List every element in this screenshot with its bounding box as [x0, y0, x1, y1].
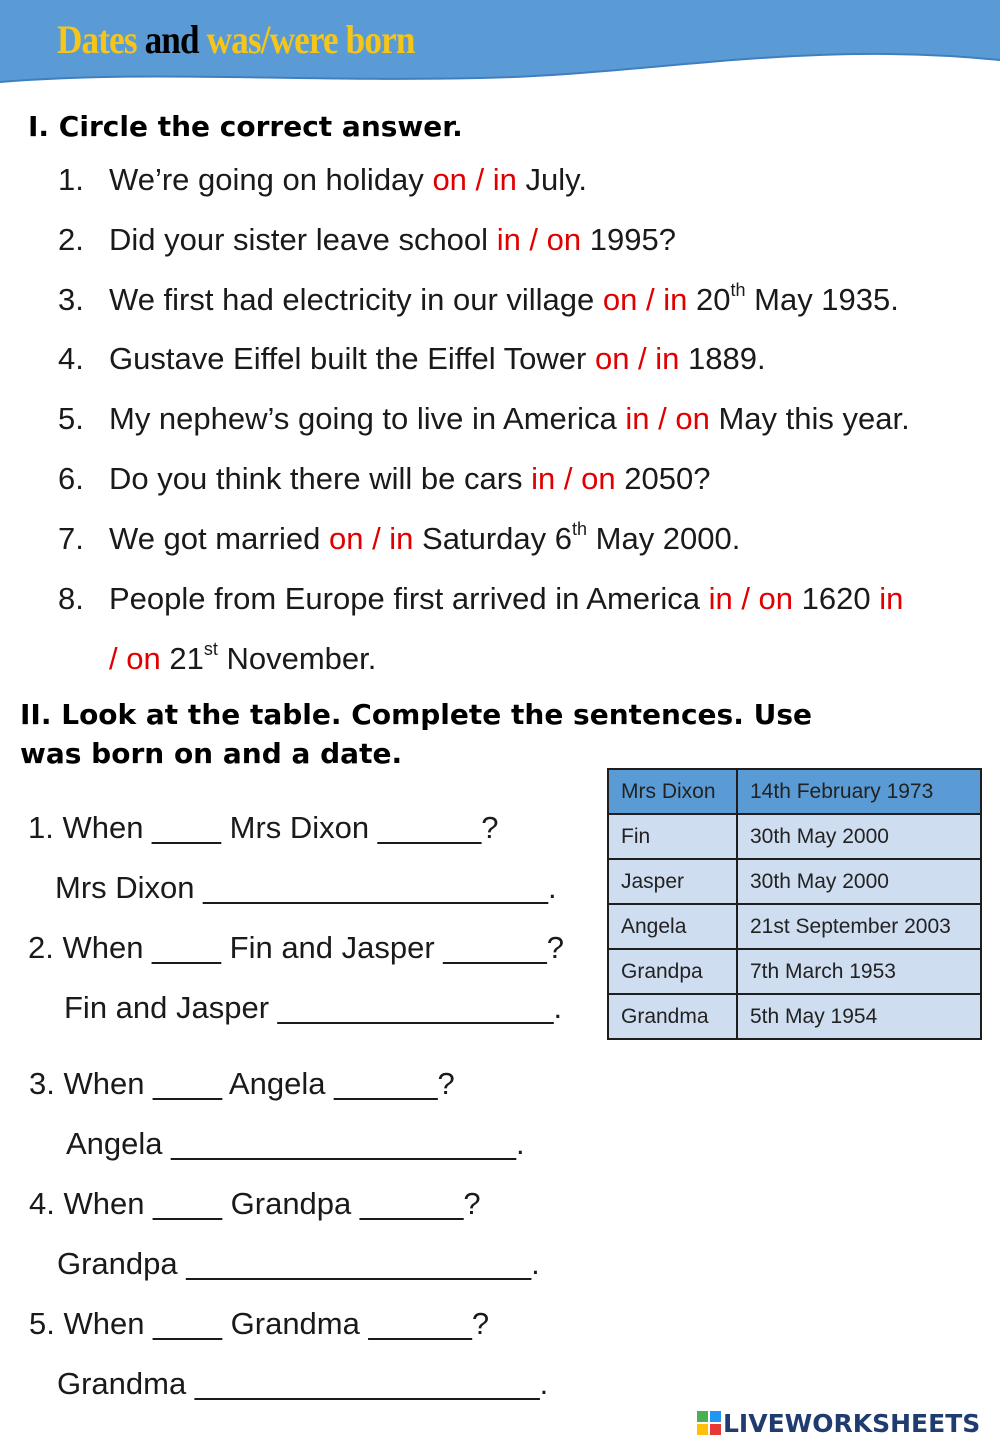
- table-cell-date: 7th March 1953: [737, 949, 981, 994]
- answer-choice[interactable]: in / on: [531, 461, 616, 496]
- table-cell-date: 21st September 2003: [737, 904, 981, 949]
- answer-choice[interactable]: on / in: [602, 282, 688, 317]
- table-cell-name: Mrs Dixon: [608, 769, 737, 814]
- birthdays-table: [607, 768, 982, 1040]
- exercise-answer[interactable]: Angela ____________________.: [66, 1126, 525, 1161]
- exercise-answer[interactable]: Mrs Dixon ____________________.: [55, 870, 557, 905]
- question-6: 6. Do you think there will be cars in / on 2050?: [58, 461, 711, 496]
- table-row: [608, 949, 981, 994]
- answer-choice[interactable]: on / in: [328, 521, 414, 556]
- table-row: [608, 904, 981, 949]
- exercise-answer[interactable]: Grandma ____________________.: [57, 1366, 549, 1401]
- answer-choice[interactable]: on / in: [594, 341, 680, 376]
- answer-choice-part[interactable]: / on: [109, 641, 161, 676]
- answer-choice[interactable]: on / in: [432, 162, 517, 197]
- table-row: [608, 859, 981, 904]
- section2-heading-line1: II. Look at the table. Complete the sentences. Use: [20, 698, 812, 731]
- section1-heading: I. Circle the correct answer.: [28, 110, 463, 143]
- table-cell-date: 14th February 1973: [737, 769, 981, 814]
- answer-choice-part[interactable]: in: [879, 581, 904, 616]
- exercise-question[interactable]: 5. When ____ Grandma ______?: [29, 1306, 490, 1341]
- exercise-question[interactable]: 4. When ____ Grandpa ______?: [29, 1186, 481, 1221]
- table-cell-name: Fin: [608, 814, 737, 859]
- answer-choice[interactable]: in / on: [708, 581, 794, 616]
- table-cell-name: Grandma: [608, 994, 737, 1039]
- table-cell-date: 30th May 2000: [737, 814, 981, 859]
- exercise-question[interactable]: 2. When ____ Fin and Jasper ______?: [28, 930, 564, 965]
- logo-icon: [697, 1411, 721, 1435]
- page-title: Dates and was/were born: [57, 17, 415, 62]
- question-7: 7. We got married on / in Saturday 6th May 2000.: [58, 519, 741, 556]
- table-cell-name: Jasper: [608, 859, 737, 904]
- exercise-question[interactable]: 1. When ____ Mrs Dixon ______?: [28, 810, 499, 845]
- question-5: 5. My nephew’s going to live in America in / on May this year.: [58, 401, 910, 436]
- table-cell-name: Angela: [608, 904, 737, 949]
- question-3: 3. We first had electricity in our village on / in 20th May 1935.: [58, 280, 899, 317]
- answer-choice[interactable]: in / on: [496, 222, 582, 257]
- section2-heading-line2: was born on and a date.: [20, 737, 403, 770]
- title-banner: [0, 0, 1000, 90]
- exercise-answer[interactable]: Fin and Jasper ________________.: [64, 990, 563, 1025]
- table-cell-date: 5th May 1954: [737, 994, 981, 1039]
- table-row: [608, 814, 981, 859]
- question-4: 4. Gustave Eiffel built the Eiffel Tower on / in 1889.: [58, 341, 766, 376]
- table-row: [608, 994, 981, 1039]
- exercise-question[interactable]: 3. When ____ Angela ______?: [29, 1066, 455, 1101]
- question-1: 1. We’re going on holiday on / in July.: [58, 162, 587, 197]
- liveworksheets-logo[interactable]: LIVEWORKSHEETS: [697, 1409, 980, 1438]
- question-8: 8. People from Europe first arrived in America in / on 1620 in: [58, 581, 904, 616]
- table-cell-date: 30th May 2000: [737, 859, 981, 904]
- table-cell-name: Grandpa: [608, 949, 737, 994]
- answer-choice[interactable]: in / on: [625, 401, 710, 436]
- question-2: 2. Did your sister leave school in / on 1995?: [58, 222, 676, 257]
- question-8-continued: / on 21st November.: [109, 639, 377, 676]
- exercise-answer[interactable]: Grandpa ____________________.: [57, 1246, 540, 1281]
- table-row: [608, 769, 981, 814]
